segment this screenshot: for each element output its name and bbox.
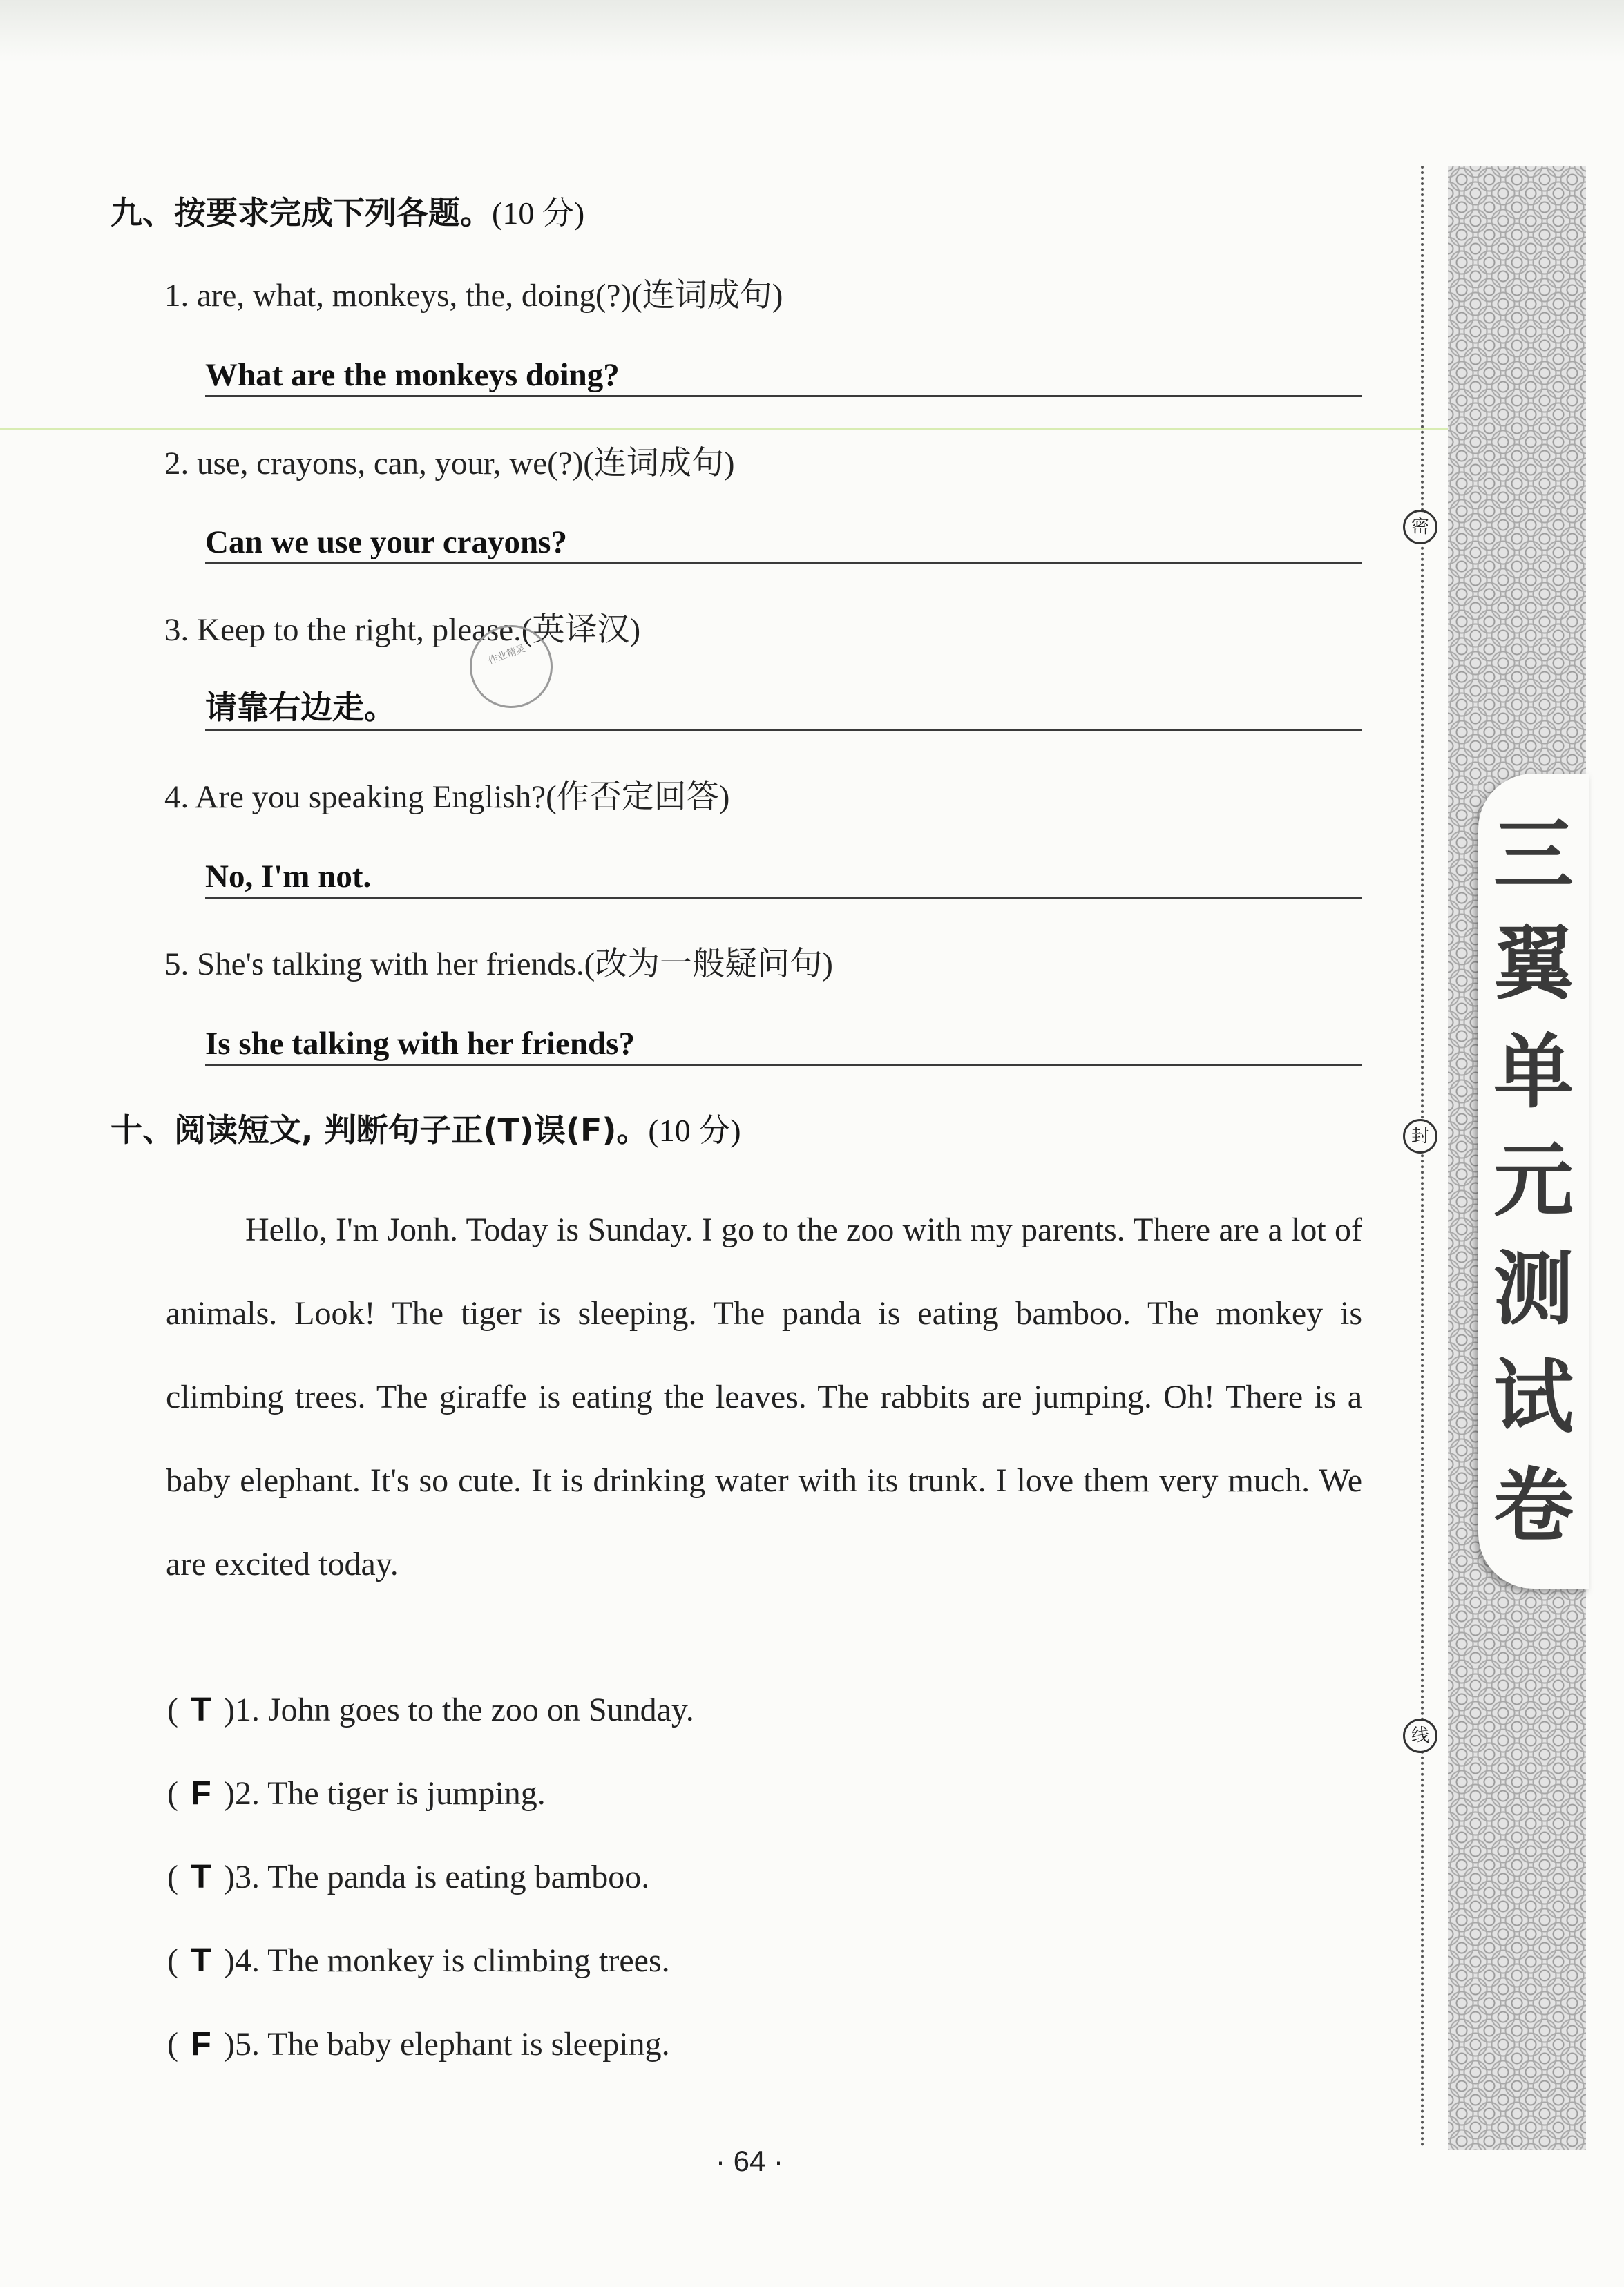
q9-3-answer-line (205, 687, 1362, 731)
q9-5-answer: Is she talking with her friends? (205, 1026, 635, 1062)
section10-heading (111, 1105, 741, 1151)
binding-dotted-line (1421, 166, 1424, 2148)
side-title: 三翼单元测试卷 (1493, 809, 1574, 1553)
q9-5-question: 5. She's talking with her friends.(改为一般疑问句) (164, 946, 833, 982)
section9-heading (111, 188, 584, 233)
tf-answer-5: F (191, 2026, 211, 2063)
q9-2-answer: Can we use your crayons? (205, 524, 567, 560)
tf-item-1: ( T )1. John goes to the zoo on Sunday. (167, 1692, 694, 1728)
binding-mark-line: 线 (1403, 1719, 1437, 1753)
tf-statement-3: )3. The panda is eating bamboo. (223, 1859, 650, 1895)
tf-statement-1: )1. John goes to the zoo on Sunday. (223, 1692, 694, 1728)
tf-answer-2: F (191, 1775, 211, 1812)
page-top-edge (0, 0, 1624, 62)
q9-3-question: 3. Keep to the right, please.(英译汉) (164, 612, 641, 648)
section10-title: 十、阅读短文, 判断句子正(T)误(F)。 (111, 1111, 649, 1149)
tf-item-2: ( F )2. The tiger is jumping. (167, 1775, 546, 1812)
tf-answer-3: T (191, 1859, 211, 1895)
section9-points: (10 分) (492, 195, 585, 231)
binding-mark-envelope: 封 (1403, 1119, 1437, 1154)
tf-statement-2: )2. The tiger is jumping. (223, 1775, 546, 1812)
tf-item-3: ( T )3. The panda is eating bamboo. (167, 1859, 650, 1895)
q9-5-answer-line (205, 1021, 1362, 1066)
q9-1-question: 1. are, what, monkeys, the, doing(?)(连词成句) (164, 278, 783, 314)
tf-answer-1: T (191, 1692, 211, 1728)
q9-4-answer: No, I'm not. (205, 859, 372, 894)
stamp-text: 作业精灵 (486, 642, 527, 667)
reading-passage: Hello, I'm Jonh. Today is Sunday. I go to the zoo with my parents. There are a lot of animals. Look! The tiger is sleeping. The panda is eating bamboo. The monkey is climbing trees. The giraffe is eating the leaves. The rabbits are jumping. Oh! There is a baby elephant. It's so cute. It is drinking water with its trunk. I love them very much. We are excited today. (166, 1212, 1362, 1582)
tf-item-4: ( T )4. The monkey is climbing trees. (167, 1942, 670, 1979)
q9-1-answer-line (205, 352, 1362, 397)
side-title-plate (1478, 774, 1589, 1589)
tf-answer-4: T (191, 1942, 211, 1979)
binding-mark-seal: 密 (1403, 510, 1437, 544)
tf-statement-5: )5. The baby elephant is sleeping. (223, 2026, 670, 2063)
q9-4-question: 4. Are you speaking English?(作否定回答) (164, 779, 730, 815)
scan-artifact-line (0, 428, 1520, 430)
q9-2-question: 2. use, crayons, can, your, we(?)(连词成句) (164, 446, 735, 481)
q9-3-answer: 请靠右边走。 (205, 689, 396, 726)
tf-statement-4: )4. The monkey is climbing trees. (223, 1942, 670, 1979)
q9-1-answer: What are the monkeys doing? (205, 357, 620, 393)
page-number: · 64 · (715, 2145, 784, 2177)
q9-4-answer-line (205, 854, 1362, 899)
section9-title: 九、按要求完成下列各题。 (111, 194, 492, 231)
tf-item-5: ( F )5. The baby elephant is sleeping. (167, 2026, 670, 2063)
section10-points: (10 分) (648, 1113, 741, 1148)
q9-2-answer-line (205, 519, 1362, 564)
